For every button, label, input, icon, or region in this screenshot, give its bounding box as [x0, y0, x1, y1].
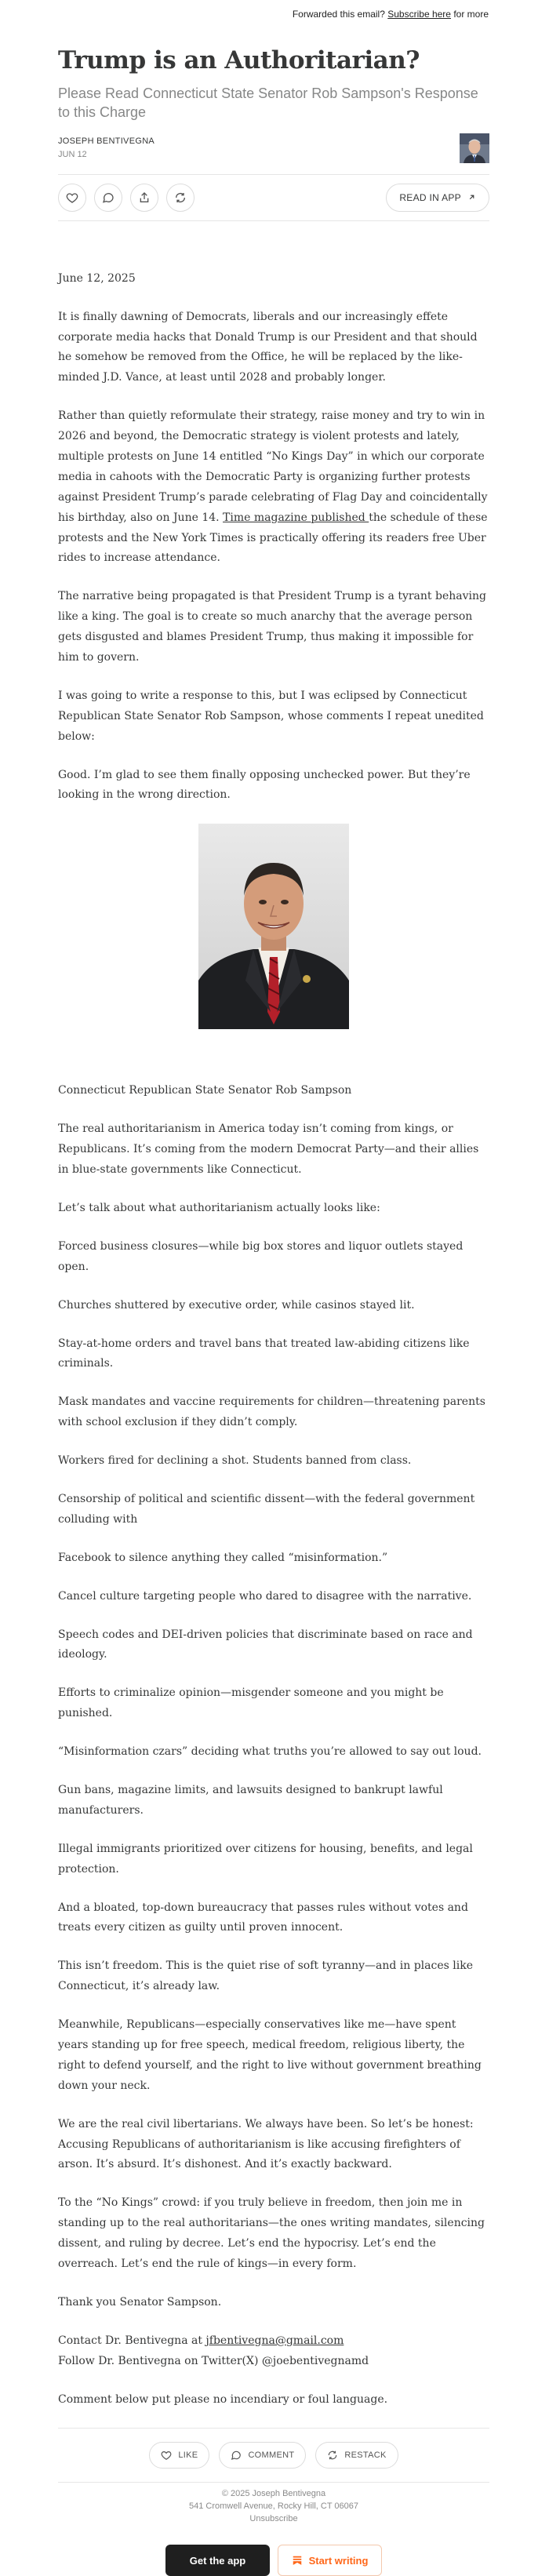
post-column — [58, 46, 489, 2576]
restack-icon — [327, 2450, 338, 2461]
paragraph: Workers fired for declining a shot. Students banned from class. — [58, 1454, 412, 1468]
footer-like-button[interactable] — [149, 2442, 209, 2469]
arrow-up-right-icon — [467, 193, 476, 202]
footer-action-bar — [58, 2428, 489, 2483]
footer-comment-label: COMMENT — [248, 2450, 295, 2461]
contact-paragraph — [58, 2331, 489, 2372]
paragraph: Facebook to silence anything they called “misinformation.” — [58, 1551, 388, 1564]
unsubscribe-link[interactable]: Unsubscribe — [249, 2514, 298, 2524]
subscribe-link[interactable]: Subscribe here — [387, 9, 451, 20]
paragraph: Thank you Senator Sampson. — [58, 2295, 222, 2309]
post-subtitle: Please Read Connecticut State Senator Rob Sampson's Response to this Charge — [58, 86, 478, 121]
copyright: © 2025 Joseph Bentivegna — [221, 2489, 326, 2499]
post-title[interactable]: Trump is an Authoritarian? — [58, 46, 420, 75]
paragraph: Forced business closures—while big box stores and liquor outlets stayed open. — [58, 1239, 464, 1273]
get-the-app-button[interactable]: Get the app — [165, 2545, 270, 2576]
restack-button[interactable] — [166, 184, 195, 212]
paragraph: Illegal immigrants prioritized over citizens for housing, benefits, and legal protection. — [58, 1842, 473, 1876]
share-icon — [138, 191, 151, 204]
time-magazine-link[interactable]: Time magazine published — [223, 511, 369, 524]
paragraph: The real authoritarianism in America today isn’t coming from kings, or Republicans. It’s coming from the modern Democrat Party—and their allies in blue-state governments like Connecticut. — [58, 1122, 479, 1177]
post-date: JUN 12 — [58, 150, 87, 160]
share-button[interactable] — [130, 184, 158, 212]
senator-photo[interactable] — [58, 824, 489, 1029]
paragraph: We are the real civil libertarians. We always have been. So let’s be honest: Accusing Republicans of authoritarianism is like accusing firefighters of arson. It’s absurd. It’s dishonest. And it’s exactly backward. — [58, 2117, 474, 2171]
start-writing-label: Start writing — [308, 2554, 369, 2567]
forward-prefix: Forwarded this email? — [292, 9, 385, 20]
restack-icon — [174, 191, 187, 204]
body-date: June 12, 2025 — [58, 271, 136, 285]
paragraph: Let’s talk about what authoritarianism actually looks like: — [58, 1201, 380, 1214]
footer-cta — [58, 2545, 489, 2576]
post-action-bar — [58, 174, 489, 221]
photo-caption: Connecticut Republican State Senator Rob Sampson — [58, 1084, 352, 1097]
comment-icon — [102, 191, 115, 204]
paragraph: And a bloated, top-down bureaucracy that passes rules without votes and treats every citizen as guilty until proven innocent. — [58, 1901, 468, 1934]
paragraph: Comment below put please no incendiary or foul language. — [58, 2392, 388, 2406]
paragraph: The narrative being propagated is that President Trump is a tyrant behaving like a king. The goal is to create so much anarchy that the average person gets disgusted and blames President Trump, thus making it impossible for him to govern. — [58, 590, 486, 664]
paragraph: Mask mandates and vaccine requirements for children—threatening parents with school exclusion if they didn’t comply. — [58, 1395, 485, 1429]
follow-line: Follow Dr. Bentivegna on Twitter(X) @joebentivegnamd — [58, 2354, 369, 2367]
paragraph: To the “No Kings” crowd: if you truly believe in freedom, then join me in standing up to the real authoritarians—the ones writing mandates, silencing dissent, and ruling by decree. Let’s end the hypocrisy. Let’s end the overreach. Let’s end the rule of kings—in every form. — [58, 2196, 485, 2270]
footer-restack-label: RESTACK — [344, 2450, 387, 2461]
comment-icon — [231, 2450, 242, 2461]
byline — [58, 133, 489, 163]
footer-restack-button[interactable] — [315, 2442, 398, 2469]
like-button[interactable] — [58, 184, 86, 212]
paragraph: Churches shuttered by executive order, while casinos stayed lit. — [58, 1298, 415, 1312]
author-avatar-image — [460, 133, 489, 163]
heart-icon — [66, 191, 78, 204]
footer-comment-button[interactable] — [219, 2442, 306, 2469]
paragraph: This isn’t freedom. This is the quiet rise of soft tyranny—and in places like Connecticut, it’s already law. — [58, 1959, 473, 1993]
forward-notice — [0, 0, 549, 28]
paragraph: “Misinformation czars” deciding what truths you’re allowed to say out loud. — [58, 1745, 482, 1759]
read-in-app-button[interactable] — [386, 184, 489, 212]
paragraph — [58, 406, 489, 569]
paragraph: It is finally dawning of Democrats, liberals and our increasingly effete corporate media hacks that Donald Trump is our President and that should he somehow be removed from the Office, he will be replaced by the like-minded J.D. Vance, at least until 2028 and probably longer. — [58, 310, 478, 384]
footer-like-label: LIKE — [178, 2450, 198, 2461]
author-name[interactable]: JOSEPH BENTIVEGNA — [58, 136, 155, 147]
paragraph: Meanwhile, Republicans—especially conservatives like me—have spent years standing up for free speech, medical freedom, religious liberty, the right to defend yourself, and the right to live without government breathing down your neck. — [58, 2018, 482, 2092]
forward-suffix: for more — [453, 9, 489, 20]
paragraph-text: Rather than quietly reformulate their strategy, raise money and try to win in 2026 and beyond, the Democratic strategy is violent protests and lately, multiple protests on June 14 entitled “No Kings Day” in which our corporate media in cahoots with the Democratic Party is organizing further protests against President Trump’s parade celebrating of Flag Day and coincidentally his birthday, also on June 14. — [58, 409, 488, 524]
address: 541 Cromwell Avenue, Rocky Hill, CT 06067 — [188, 2501, 359, 2512]
author-avatar[interactable] — [460, 133, 489, 163]
paragraph: Gun bans, magazine limits, and lawsuits designed to bankrupt lawful manufacturers. — [58, 1783, 443, 1817]
start-writing-button[interactable] — [278, 2545, 382, 2576]
paragraph: I was going to write a response to this, but I was eclipsed by Connecticut Republican State Senator Rob Sampson, whose comments I repeat unedited below: — [58, 689, 484, 743]
paragraph: Cancel culture targeting people who dared to disagree with the narrative. — [58, 1589, 472, 1603]
comment-button[interactable] — [94, 184, 122, 212]
paragraph: Censorship of political and scientific dissent—with the federal government colluding with — [58, 1492, 475, 1526]
contact-email-link[interactable]: jfbentivegna@gmail.com — [205, 2334, 344, 2347]
substack-logo-icon — [292, 2555, 303, 2566]
paragraph: Good. I’m glad to see them finally opposing unchecked power. But they’re looking in the wrong direction. — [58, 768, 471, 802]
footer-info — [58, 2488, 489, 2526]
paragraph-text: the schedule of these protests and the New York Times is practically offering its readers free Uber rides to increase attendance. — [58, 511, 488, 565]
paragraph: Speech codes and DEI-driven policies that discriminate based on race and ideology. — [58, 1628, 473, 1661]
heart-icon — [161, 2450, 172, 2461]
post-body — [58, 269, 489, 2410]
read-in-app-label: READ IN APP — [399, 191, 461, 203]
paragraph: Stay-at-home orders and travel bans that treated law-abiding citizens like criminals. — [58, 1337, 470, 1370]
paragraph: Efforts to criminalize opinion—misgender someone and you might be punished. — [58, 1686, 444, 1720]
contact-prefix: Contact Dr. Bentivegna at — [58, 2334, 206, 2347]
senator-portrait-image — [198, 824, 349, 1029]
